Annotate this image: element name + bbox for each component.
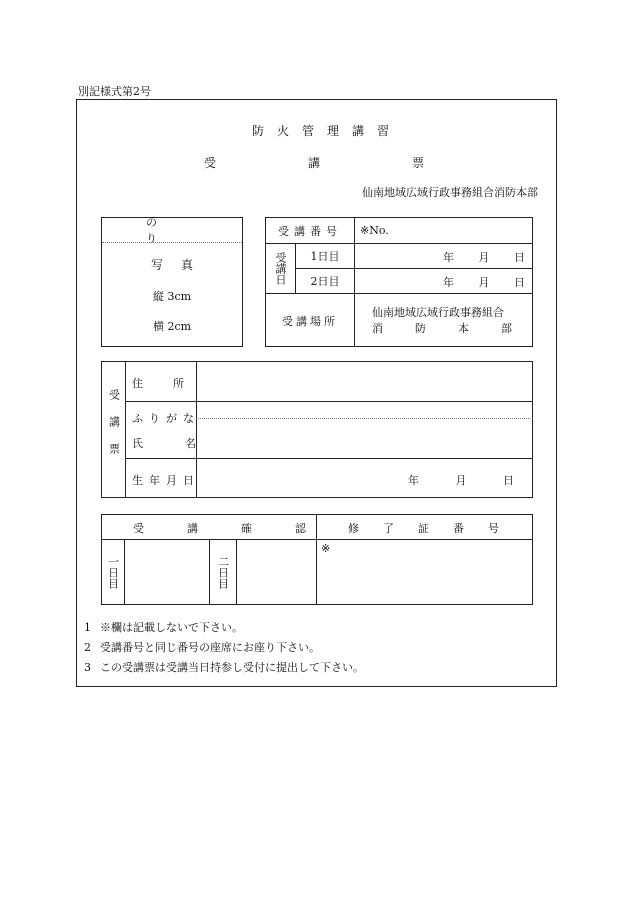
address-label: 住所 (132, 377, 214, 390)
dob-year: 年 (408, 474, 419, 487)
day2-label: 2日目 (310, 275, 340, 288)
cert-number-header: 修了証番号 (348, 522, 523, 535)
photo-glue-label: のり (146, 216, 201, 245)
name-label: 氏名 (132, 437, 238, 450)
confirm-day2-field[interactable] (237, 540, 316, 604)
dob-day: 日 (503, 474, 514, 487)
furigana-field[interactable] (197, 402, 532, 418)
photo-width-label: 横 2cm (152, 320, 192, 333)
confirm-day1-field[interactable] (125, 540, 209, 604)
confirm-day1-label: 一日目 (106, 555, 120, 589)
cert-number-mark: ※ (321, 542, 331, 555)
dob-label: 生年月日 (132, 474, 200, 487)
day2-month: 月 (478, 276, 490, 289)
applicant-section-label: 受講票 (107, 389, 121, 470)
day1-month: 月 (478, 251, 490, 264)
day1-label: 1日目 (310, 250, 340, 263)
exam-place-line2: 消防本部 (372, 322, 544, 335)
photo-box (101, 217, 243, 347)
day2-year: 年 (443, 276, 454, 289)
address-field[interactable] (197, 362, 532, 401)
confirm-day2-label: 二日目 (216, 555, 230, 589)
dob-month: 月 (455, 474, 467, 487)
day2-day: 日 (514, 276, 525, 289)
form-number-label: 別記様式第2号 (78, 85, 151, 98)
notes-list (84, 618, 364, 678)
photo-label: 写真 (150, 257, 211, 272)
exam-place-line1: 仙南地域広域行政事務組合 (372, 306, 504, 319)
photo-height-label: 縦 3cm (152, 290, 192, 303)
note-item: 2 受講番号と同じ番号の座席にお座り下さい。 (84, 641, 320, 654)
form-title: 防火管理講習 (252, 124, 403, 138)
furigana-label: ふりがな (132, 412, 200, 425)
dob-field[interactable] (408, 472, 514, 488)
day1-year: 年 (443, 251, 454, 264)
issuer-name: 仙南地域広域行政事務組合消防本部 (362, 186, 538, 199)
day2-date-field[interactable] (443, 274, 525, 290)
day1-day: 日 (514, 251, 525, 264)
note-item: 3 この受講票は受講当日持参し受付に提出して下さい。 (84, 661, 364, 674)
exam-number-label: 受講番号 (278, 224, 342, 238)
exam-number-value: ※No. (360, 224, 389, 237)
confirmation-header: 受講確認 (133, 522, 349, 535)
exam-place-label: 受講場所 (282, 314, 338, 328)
note-item: 1 ※欄は記載しないで下さい。 (84, 621, 243, 634)
day1-date-field[interactable] (443, 249, 525, 265)
name-field[interactable] (197, 419, 532, 458)
exam-date-label: 受講日 (274, 252, 287, 285)
form-subtitle: 受講票 (204, 156, 517, 170)
